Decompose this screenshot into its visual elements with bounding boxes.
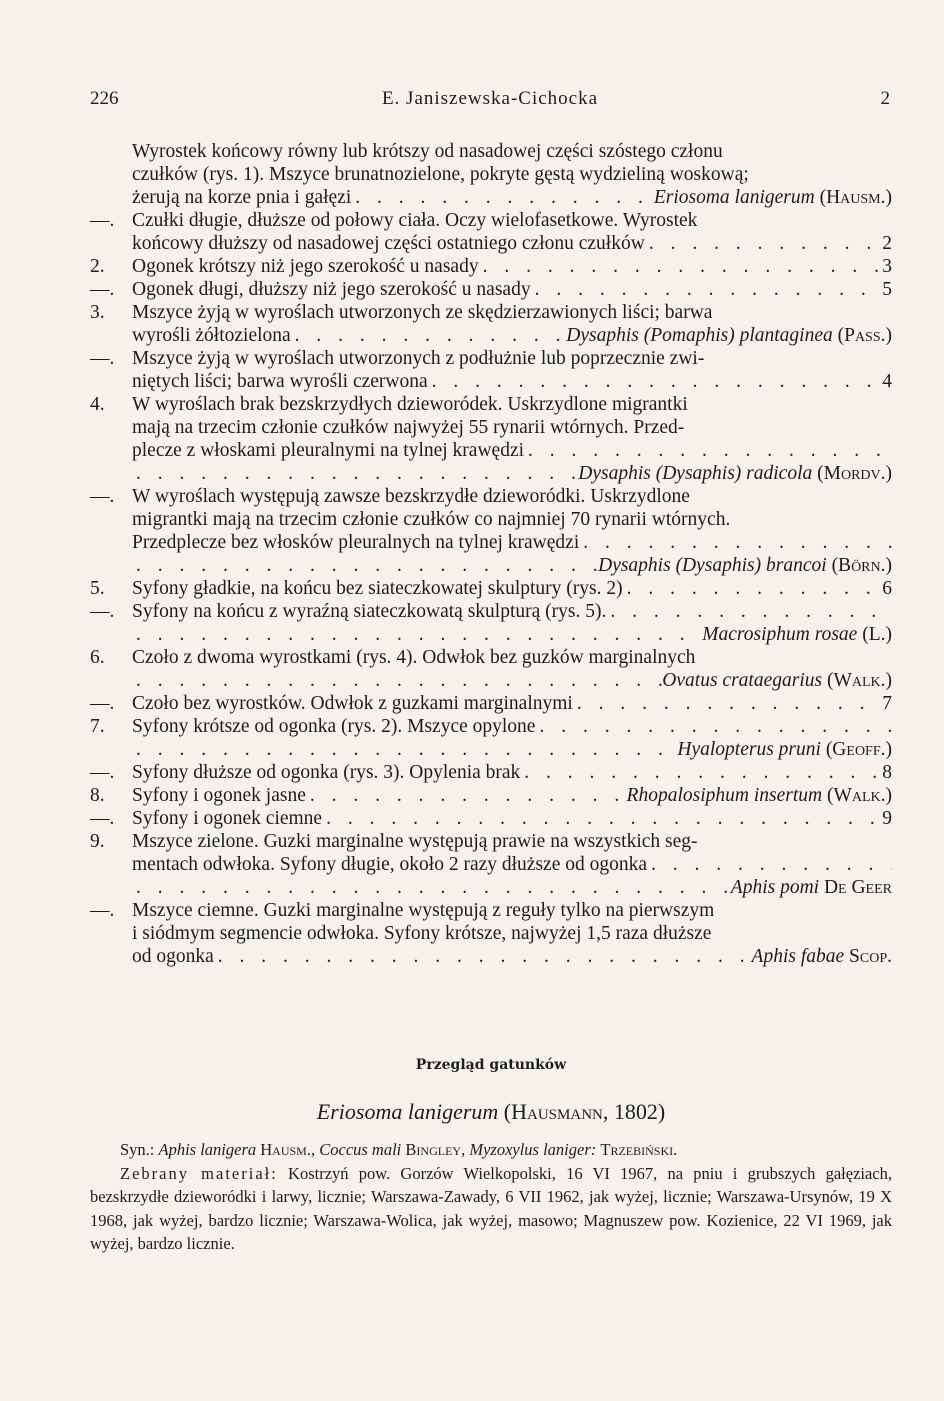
key-entry-2b: —. Ogonek długi, dłuższy niż jego szerokość u nasady . . . 5 [90,278,892,301]
species-name: Eriosoma lanigerum [653,187,815,208]
key-entry-6a: 6. Czoło z dwoma wyrostkami (rys. 4). Odwłok bez guzków marginalnych . . . Ovatus crataegarius (Walk.) [90,646,892,692]
species-name: Dysaphis (Dysaphis) radicola [578,463,813,484]
key-entry-9b: —. Mszyce ciemne. Guzki marginalne występują z reguły tylko na pierwszym i siódmym segmencie odwłoka. Syfony krótsze, najwyżej 1,5 raza dłuższe od ogonka . . . Aphis fabae Scop. [90,899,892,968]
species-author: (L.) [862,624,892,645]
key-entry-7b: —. Syfony dłuższe od ogonka (rys. 3). Opylenia brak . . . 8 [90,761,892,784]
key-entry-9a: 9. Mszyce zielone. Guzki marginalne występują prawie na wszystkich seg- mentach odwłoka. Syfony długie, około 2 razy dłuższe od ogonka . . . . . . Aphis pomi De Geer [90,830,892,899]
species-author: De Geer [823,877,892,898]
species-author: (Walk.) [826,670,892,691]
key-entry-1b: —. Czułki długie, dłuższe od połowy ciała. Oczy wielofasetkowe. Wyrostek końcowy dłuższy od nasadowej części ostatniego członu czułków . . . 2 [90,209,892,255]
species-name: Hyalopterus pruni [677,739,821,760]
species-author: (Hausm.) [819,187,892,208]
running-header [90,88,890,112]
page-number: 226 [90,88,119,109]
species-author: (Mordv.) [817,463,892,484]
species-description [90,1138,892,1256]
species-name: Dysaphis (Dysaphis) brancoi [598,555,827,576]
species-name: Rhopalosiphum insertum [626,785,823,806]
key-entry-5b: —. Syfony na końcu z wyraźną siateczkowatą skulpturą (rys. 5). . . . . . . Macrosiphum rosae (L.) [90,600,892,646]
key-entry-7a: 7. Syfony krótsze od ogonka (rys. 2). Mszyce opylone . . . . . . Hyalopterus pruni (Geoff.) [90,715,892,761]
synonymy-paragraph: Syn.: Aphis lanigera Hausm., Coccus mali Bingley, Myzoxylus laniger: Trzebiński. [120,1140,678,1159]
section-heading: Przegląd gatunków [415,1057,567,1073]
issue-number: 2 [880,88,890,109]
species-heading [90,1099,892,1125]
key-entry-8b: —. Syfony i ogonek ciemne . . . 9 [90,807,892,830]
key-entry-1a: Wyrostek końcowy równy lub krótszy od nasadowej części szóstego członu czułków (rys. 1). Mszyce brunatnozielone, pokryte gęstą wydzieliną woskową; żerują na korze pnia i gałęzi . . . Eriosoma lanigerum (Hausm.) [90,140,892,209]
species-name: Macrosiphum rosae [702,624,858,645]
key-entry-8a: 8. Syfony i ogonek jasne . . . Rhopalosiphum insertum (Walk.) [90,784,892,807]
species-name: Aphis pomi [730,877,820,898]
key-entry-6b: —. Czoło bez wyrostków. Odwłok z guzkami marginalnymi . . . 7 [90,692,892,715]
species-author: (Pass.) [837,325,892,346]
species-author: Scop. [849,946,892,967]
key-entry-3a: 3. Mszyce żyją w wyroślach utworzonych ze skędzierzawionych liści; barwa wyrośli żółtozielona . . . Dysaphis (Pomaphis) plantaginea (Pass.) [90,301,892,347]
species-author: (Börn.) [831,555,892,576]
key-entry-3b: —. Mszyce żyją w wyroślach utworzonych z podłużnie lub poprzecznie zwi- niętych liści; barwa wyrośli czerwona . . . 4 [90,347,892,393]
species-name: Ovatus crataegarius [662,670,823,691]
key-entry-2a: 2. Ogonek krótszy niż jego szerokość u nasady . . . 3 [90,255,892,278]
key-entry-5a: 5. Syfony gładkie, na końcu bez siateczkowatej skulptury (rys. 2) . . . 6 [90,577,892,600]
species-name: Aphis fabae [751,946,845,967]
key-entry-4a: 4. W wyroślach brak bezskrzydłych dzieworódek. Uskrzydlone migrantki mają na trzecim członie czułków najwyżej 55 rynarii wtórnych. Przed- plecze z włoskami pleuralnymi na tylnej krawędzi . . . . . . Dysaphis (Dysaphis) radicola (Mordv.) [90,393,892,485]
material-paragraph: Zebrany materiał: Kostrzyń pow. Gorzów Wielkopolski, 16 VI 1967, na pniu i grubszych gałęziach, bezskrzydłe dzieworódki i larwy, licznie; Warszawa-Zawady, 6 VII 1962, jak wyżej, licznie; Warszawa-Ursynów, 19 X 1968, jak wyżej, bardzo licznie; Warszawa-Wolica, jak wyżej, masowo; Magnuszew pow. Kozienice, 22 VI 1969, jak wyżej, bardzo licznie. [90,1163,893,1253]
species-heading-author: (Hausmann, 1802) [503,1099,666,1124]
key-entry-4b: —. W wyroślach występują zawsze bezskrzydłe dzieworódki. Uskrzydlone migrantki mają na trzecim członie czułków co najmniej 70 rynarii wtórnych. Przedplecze bez włosków pleuralnych na tylnej krawędzi . . . . . . Dysaphis (Dysaphis) brancoi (Börn.) [90,485,892,577]
species-author: (Geoff.) [825,739,892,760]
identification-key [90,140,892,968]
species-heading-name: Eriosoma lanigerum [316,1099,499,1124]
species-name: Dysaphis (Pomaphis) plantaginea [566,325,833,346]
running-title: E. Janiszewska-Cichocka [381,88,599,109]
species-author: (Walk.) [826,785,892,806]
